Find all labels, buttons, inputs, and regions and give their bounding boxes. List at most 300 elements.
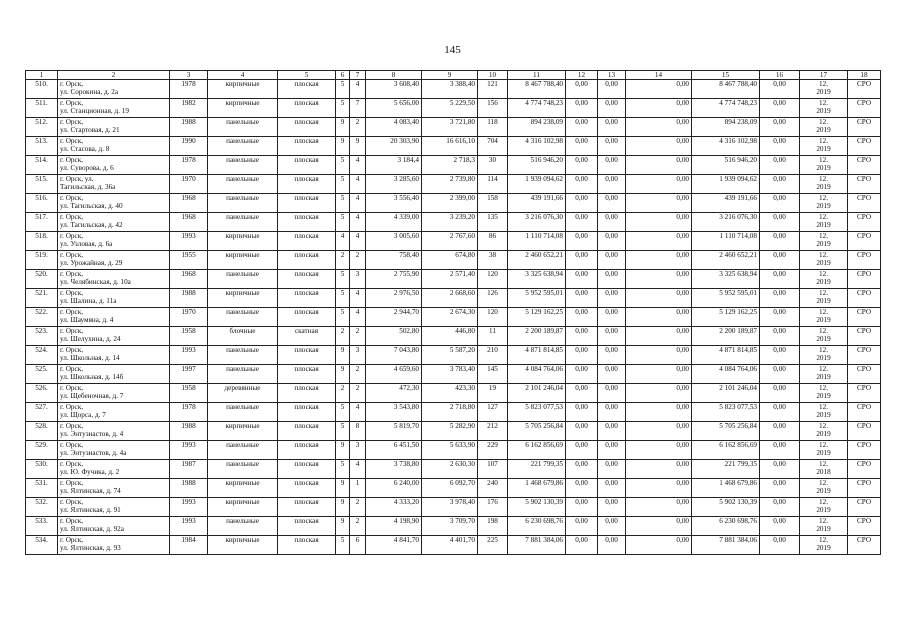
completion-period-cell <box>800 517 848 536</box>
roof-type-cell: плоская <box>278 213 336 232</box>
total-area-cell: 4 198,90 <box>366 517 422 536</box>
cost-col-12-cell: 0,00 <box>566 517 598 536</box>
residents-count-cell: 176 <box>478 498 508 517</box>
roof-type-cell: скатная <box>278 327 336 346</box>
roof-type-cell: плоская <box>278 80 336 99</box>
cost-col-12-cell: 0,00 <box>566 118 598 137</box>
row-number-cell: 528. <box>26 422 58 441</box>
cost-col-15-cell: 1 468 679,86 <box>692 479 760 498</box>
cost-col-15-cell: 1 939 094,62 <box>692 175 760 194</box>
total-area-cell: 20 303,90 <box>366 137 422 156</box>
funding-source-cell: СРО <box>848 346 881 365</box>
total-cost-cell: 5 129 162,25 <box>508 308 566 327</box>
period-month: 12. <box>819 156 828 164</box>
cost-col-13-cell: 0,00 <box>598 251 626 270</box>
cost-col-12-cell: 0,00 <box>566 346 598 365</box>
period-year: 2019 <box>816 202 831 210</box>
roof-type-cell: плоская <box>278 384 336 403</box>
address-city: г. Орск, <box>60 517 83 525</box>
period-month: 12. <box>819 403 828 411</box>
cost-col-14-cell: 0,00 <box>626 232 692 251</box>
floors-count-cell: 5 <box>336 156 350 175</box>
cost-col-14-cell: 0,00 <box>626 422 692 441</box>
residential-area-cell: 446,80 <box>422 327 478 346</box>
wall-material-cell: кирпичные <box>208 536 278 555</box>
funding-source-cell: СРО <box>848 327 881 346</box>
cost-col-16-cell: 0,00 <box>760 327 800 346</box>
residential-area-cell: 2 668,60 <box>422 289 478 308</box>
completion-period-cell <box>800 536 848 555</box>
cost-col-16-cell: 0,00 <box>760 403 800 422</box>
cost-col-13-cell: 0,00 <box>598 384 626 403</box>
address-city: г. Орск, <box>60 365 83 373</box>
residential-area-cell: 5 633,90 <box>422 441 478 460</box>
residents-count-cell: 127 <box>478 403 508 422</box>
entrances-count-cell: 2 <box>350 517 366 536</box>
build-year-cell: 1984 <box>170 536 208 555</box>
residential-area-cell: 6 092,70 <box>422 479 478 498</box>
address-city: г. Орск, <box>60 251 83 259</box>
cost-col-14-cell: 0,00 <box>626 498 692 517</box>
residential-area-cell: 2 718,80 <box>422 403 478 422</box>
address-city: г. Орск, <box>60 498 83 506</box>
completion-period-cell <box>800 441 848 460</box>
residential-area-cell: 2 399,00 <box>422 194 478 213</box>
cost-col-12-cell: 0,00 <box>566 384 598 403</box>
cost-col-12-cell: 0,00 <box>566 308 598 327</box>
row-number-cell: 513. <box>26 137 58 156</box>
cost-col-12-cell: 0,00 <box>566 137 598 156</box>
total-cost-cell: 4 774 748,23 <box>508 99 566 118</box>
address-city: г. Орск, <box>60 479 83 487</box>
cost-col-16-cell: 0,00 <box>760 270 800 289</box>
column-header: 8 <box>366 71 422 80</box>
roof-type-cell: плоская <box>278 289 336 308</box>
residential-area-cell: 3 388,40 <box>422 80 478 99</box>
cost-col-12-cell: 0,00 <box>566 213 598 232</box>
total-cost-cell: 221 799,35 <box>508 460 566 479</box>
wall-material-cell: панельные <box>208 460 278 479</box>
entrances-count-cell: 2 <box>350 118 366 137</box>
residents-count-cell: 86 <box>478 232 508 251</box>
completion-period-cell <box>800 118 848 137</box>
residents-count-cell: 121 <box>478 80 508 99</box>
wall-material-cell: кирпичные <box>208 80 278 99</box>
total-cost-cell: 4 871 814,85 <box>508 346 566 365</box>
period-month: 12. <box>819 327 828 335</box>
cost-col-16-cell: 0,00 <box>760 137 800 156</box>
floors-count-cell: 4 <box>336 232 350 251</box>
entrances-count-cell: 8 <box>350 422 366 441</box>
address-cell <box>58 403 170 422</box>
total-area-cell: 2 976,50 <box>366 289 422 308</box>
roof-type-cell: плоская <box>278 460 336 479</box>
wall-material-cell: панельные <box>208 346 278 365</box>
address-cell <box>58 175 170 194</box>
completion-period-cell <box>800 498 848 517</box>
wall-material-cell: кирпичные <box>208 289 278 308</box>
cost-col-13-cell: 0,00 <box>598 422 626 441</box>
total-area-cell: 4 333,20 <box>366 498 422 517</box>
completion-period-cell <box>800 403 848 422</box>
address-city: г. Орск, <box>60 536 83 544</box>
completion-period-cell <box>800 422 848 441</box>
total-area-cell: 4 339,00 <box>366 213 422 232</box>
cost-col-12-cell: 0,00 <box>566 80 598 99</box>
entrances-count-cell: 3 <box>350 346 366 365</box>
entrances-count-cell: 1 <box>350 479 366 498</box>
housing-registry-table <box>25 70 881 555</box>
address-street: ул. Ялтинская, д. 93 <box>60 544 121 552</box>
column-number-row <box>26 71 881 80</box>
address-city: г. Орск, <box>60 213 83 221</box>
cost-col-15-cell: 2 200 189,87 <box>692 327 760 346</box>
residents-count-cell: 210 <box>478 346 508 365</box>
cost-col-16-cell: 0,00 <box>760 536 800 555</box>
cost-col-16-cell: 0,00 <box>760 460 800 479</box>
residential-area-cell: 2 630,30 <box>422 460 478 479</box>
cost-col-13-cell: 0,00 <box>598 479 626 498</box>
address-street: ул. Школьная, д. 14 <box>60 354 120 362</box>
roof-type-cell: плоская <box>278 308 336 327</box>
build-year-cell: 1988 <box>170 289 208 308</box>
total-cost-cell: 2 200 189,87 <box>508 327 566 346</box>
period-year: 2018 <box>816 468 831 476</box>
funding-source-cell: СРО <box>848 403 881 422</box>
address-street: ул. Ялтинская, д. 92а <box>60 525 124 533</box>
floors-count-cell: 9 <box>336 346 350 365</box>
address-city: г. Орск, <box>60 232 83 240</box>
funding-source-cell: СРО <box>848 156 881 175</box>
period-year: 2019 <box>816 240 831 248</box>
table-row <box>26 270 881 289</box>
cost-col-16-cell: 0,00 <box>760 251 800 270</box>
build-year-cell: 1993 <box>170 441 208 460</box>
residents-count-cell: 114 <box>478 175 508 194</box>
entrances-count-cell: 4 <box>350 289 366 308</box>
address-cell <box>58 118 170 137</box>
residents-count-cell: 11 <box>478 327 508 346</box>
build-year-cell: 1982 <box>170 99 208 118</box>
period-month: 12. <box>819 365 828 373</box>
entrances-count-cell: 6 <box>350 536 366 555</box>
cost-col-15-cell: 3 216 076,30 <box>692 213 760 232</box>
residential-area-cell: 2 674,30 <box>422 308 478 327</box>
cost-col-16-cell: 0,00 <box>760 118 800 137</box>
address-cell <box>58 536 170 555</box>
total-cost-cell: 5 823 077,53 <box>508 403 566 422</box>
floors-count-cell: 5 <box>336 422 350 441</box>
total-area-cell: 3 608,40 <box>366 80 422 99</box>
cost-col-12-cell: 0,00 <box>566 441 598 460</box>
floors-count-cell: 9 <box>336 498 350 517</box>
cost-col-12-cell: 0,00 <box>566 422 598 441</box>
completion-period-cell <box>800 365 848 384</box>
roof-type-cell: плоская <box>278 365 336 384</box>
residents-count-cell: 120 <box>478 308 508 327</box>
row-number-cell: 517. <box>26 213 58 232</box>
column-header: 5 <box>278 71 336 80</box>
period-year: 2019 <box>816 183 831 191</box>
table-row <box>26 517 881 536</box>
row-number-cell: 525. <box>26 365 58 384</box>
cost-col-13-cell: 0,00 <box>598 232 626 251</box>
cost-col-13-cell: 0,00 <box>598 270 626 289</box>
cost-col-13-cell: 0,00 <box>598 289 626 308</box>
total-area-cell: 4 083,40 <box>366 118 422 137</box>
wall-material-cell: кирпичные <box>208 232 278 251</box>
period-month: 12. <box>819 137 828 145</box>
total-cost-cell: 1 110 714,08 <box>508 232 566 251</box>
roof-type-cell: плоская <box>278 403 336 422</box>
roof-type-cell: плоская <box>278 175 336 194</box>
row-number-cell: 511. <box>26 99 58 118</box>
column-header: 14 <box>626 71 692 80</box>
address-cell <box>58 137 170 156</box>
address-city: г. Орск, <box>60 327 83 335</box>
roof-type-cell: плоская <box>278 137 336 156</box>
cost-col-12-cell: 0,00 <box>566 232 598 251</box>
address-cell <box>58 80 170 99</box>
residential-area-cell: 674,80 <box>422 251 478 270</box>
floors-count-cell: 2 <box>336 384 350 403</box>
table-row <box>26 536 881 555</box>
address-cell <box>58 156 170 175</box>
cost-col-14-cell: 0,00 <box>626 156 692 175</box>
address-street: ул. Тагильская, д. 40 <box>60 202 123 210</box>
cost-col-15-cell: 4 774 748,23 <box>692 99 760 118</box>
table-row <box>26 403 881 422</box>
address-city: г. Орск, <box>60 118 83 126</box>
address-city: г. Орск, <box>60 80 83 88</box>
entrances-count-cell: 9 <box>350 137 366 156</box>
roof-type-cell: плоская <box>278 441 336 460</box>
funding-source-cell: СРО <box>848 498 881 517</box>
period-year: 2019 <box>816 506 831 514</box>
entrances-count-cell: 4 <box>350 460 366 479</box>
table-body <box>26 80 881 555</box>
total-area-cell: 502,80 <box>366 327 422 346</box>
period-year: 2019 <box>816 221 831 229</box>
wall-material-cell: панельные <box>208 118 278 137</box>
cost-col-13-cell: 0,00 <box>598 99 626 118</box>
cost-col-15-cell: 7 881 384,06 <box>692 536 760 555</box>
build-year-cell: 1958 <box>170 384 208 403</box>
address-city: г. Орск, <box>60 422 83 430</box>
residential-area-cell: 3 709,70 <box>422 517 478 536</box>
cost-col-14-cell: 0,00 <box>626 460 692 479</box>
build-year-cell: 1970 <box>170 175 208 194</box>
period-year: 2019 <box>816 354 831 362</box>
row-number-cell: 533. <box>26 517 58 536</box>
address-street: ул. Щебеночная, д. 7 <box>60 392 124 400</box>
total-area-cell: 5 656,00 <box>366 99 422 118</box>
cost-col-15-cell: 8 467 788,40 <box>692 80 760 99</box>
total-cost-cell: 7 881 384,06 <box>508 536 566 555</box>
table-row <box>26 441 881 460</box>
address-street: ул. Щорса, д. 7 <box>60 411 106 419</box>
total-cost-cell: 5 952 595,01 <box>508 289 566 308</box>
entrances-count-cell: 4 <box>350 213 366 232</box>
cost-col-12-cell: 0,00 <box>566 460 598 479</box>
floors-count-cell: 5 <box>336 536 350 555</box>
cost-col-14-cell: 0,00 <box>626 536 692 555</box>
floors-count-cell: 5 <box>336 80 350 99</box>
cost-col-14-cell: 0,00 <box>626 175 692 194</box>
period-month: 12. <box>819 289 828 297</box>
period-year: 2019 <box>816 411 831 419</box>
wall-material-cell: кирпичные <box>208 498 278 517</box>
address-street: ул. Энтузиастов, д. 4а <box>60 449 127 457</box>
cost-col-13-cell: 0,00 <box>598 346 626 365</box>
row-number-cell: 512. <box>26 118 58 137</box>
row-number-cell: 534. <box>26 536 58 555</box>
residential-area-cell: 3 978,40 <box>422 498 478 517</box>
cost-col-15-cell: 5 902 130,39 <box>692 498 760 517</box>
cost-col-12-cell: 0,00 <box>566 175 598 194</box>
address-cell <box>58 327 170 346</box>
wall-material-cell: панельные <box>208 308 278 327</box>
roof-type-cell: плоская <box>278 118 336 137</box>
cost-col-12-cell: 0,00 <box>566 479 598 498</box>
entrances-count-cell: 7 <box>350 99 366 118</box>
period-year: 2019 <box>816 88 831 96</box>
column-header: 18 <box>848 71 881 80</box>
build-year-cell: 1993 <box>170 232 208 251</box>
address-street: ул. Ялтинская, д. 91 <box>60 506 121 514</box>
table-row <box>26 498 881 517</box>
cost-col-15-cell: 5 705 256,84 <box>692 422 760 441</box>
build-year-cell: 1958 <box>170 327 208 346</box>
total-area-cell: 2 944,70 <box>366 308 422 327</box>
address-cell <box>58 441 170 460</box>
floors-count-cell: 5 <box>336 194 350 213</box>
period-year: 2019 <box>816 259 831 267</box>
table-row <box>26 346 881 365</box>
address-street: ул. Стартовая, д. 21 <box>60 126 120 134</box>
cost-col-15-cell: 5 823 077,53 <box>692 403 760 422</box>
cost-col-13-cell: 0,00 <box>598 441 626 460</box>
cost-col-15-cell: 1 110 714,08 <box>692 232 760 251</box>
completion-period-cell <box>800 384 848 403</box>
total-area-cell: 6 451,50 <box>366 441 422 460</box>
residents-count-cell: 158 <box>478 194 508 213</box>
funding-source-cell: СРО <box>848 194 881 213</box>
cost-col-12-cell: 0,00 <box>566 99 598 118</box>
period-month: 12. <box>819 479 828 487</box>
cost-col-15-cell: 6 162 856,69 <box>692 441 760 460</box>
cost-col-16-cell: 0,00 <box>760 175 800 194</box>
cost-col-14-cell: 0,00 <box>626 384 692 403</box>
floors-count-cell: 5 <box>336 460 350 479</box>
total-cost-cell: 3 325 638,94 <box>508 270 566 289</box>
table-row <box>26 213 881 232</box>
cost-col-15-cell: 5 952 595,01 <box>692 289 760 308</box>
residents-count-cell: 38 <box>478 251 508 270</box>
table-row <box>26 99 881 118</box>
wall-material-cell: деревянные <box>208 384 278 403</box>
entrances-count-cell: 2 <box>350 251 366 270</box>
address-street: ул. Шаумяна, д. 4 <box>60 316 114 324</box>
column-header: 15 <box>692 71 760 80</box>
address-street: ул. Шелухина, д. 24 <box>60 335 121 343</box>
table-row <box>26 251 881 270</box>
residents-count-cell: 225 <box>478 536 508 555</box>
period-month: 12. <box>819 232 828 240</box>
build-year-cell: 1997 <box>170 365 208 384</box>
entrances-count-cell: 4 <box>350 403 366 422</box>
period-month: 12. <box>819 536 828 544</box>
roof-type-cell: плоская <box>278 536 336 555</box>
cost-col-14-cell: 0,00 <box>626 99 692 118</box>
roof-type-cell: плоская <box>278 422 336 441</box>
total-area-cell: 4 659,60 <box>366 365 422 384</box>
table-row <box>26 175 881 194</box>
cost-col-16-cell: 0,00 <box>760 498 800 517</box>
total-cost-cell: 2 101 246,04 <box>508 384 566 403</box>
table-row <box>26 137 881 156</box>
address-street: ул. Узловая, д. 6а <box>60 240 113 248</box>
period-month: 12. <box>819 441 828 449</box>
row-number-cell: 530. <box>26 460 58 479</box>
address-street: ул. Ялтинская, д. 74 <box>60 487 121 495</box>
total-area-cell: 3 285,60 <box>366 175 422 194</box>
address-street: ул. Урожайная, д. 29 <box>60 259 123 267</box>
row-number-cell: 518. <box>26 232 58 251</box>
table-row <box>26 384 881 403</box>
entrances-count-cell: 4 <box>350 80 366 99</box>
residential-area-cell: 3 239,20 <box>422 213 478 232</box>
residential-area-cell: 5 282,90 <box>422 422 478 441</box>
funding-source-cell: СРО <box>848 213 881 232</box>
cost-col-13-cell: 0,00 <box>598 327 626 346</box>
address-cell <box>58 213 170 232</box>
residential-area-cell: 2 718,3 <box>422 156 478 175</box>
completion-period-cell <box>800 194 848 213</box>
address-city: г. Орск, ул. <box>60 175 94 183</box>
total-area-cell: 6 240,00 <box>366 479 422 498</box>
total-area-cell: 3 738,80 <box>366 460 422 479</box>
funding-source-cell: СРО <box>848 460 881 479</box>
page-number: 145 <box>444 44 461 56</box>
floors-count-cell: 9 <box>336 137 350 156</box>
total-cost-cell: 516 946,20 <box>508 156 566 175</box>
address-city: г. Орск, <box>60 346 83 354</box>
table-row <box>26 80 881 99</box>
period-month: 12. <box>819 175 828 183</box>
cost-col-13-cell: 0,00 <box>598 194 626 213</box>
period-year: 2019 <box>816 335 831 343</box>
period-year: 2019 <box>816 430 831 438</box>
cost-col-14-cell: 0,00 <box>626 289 692 308</box>
address-city: г. Орск, <box>60 137 83 145</box>
build-year-cell: 1993 <box>170 517 208 536</box>
total-cost-cell: 4 084 764,06 <box>508 365 566 384</box>
entrances-count-cell: 3 <box>350 441 366 460</box>
funding-source-cell: СРО <box>848 441 881 460</box>
row-number-cell: 519. <box>26 251 58 270</box>
roof-type-cell: плоская <box>278 517 336 536</box>
residents-count-cell: 240 <box>478 479 508 498</box>
address-cell <box>58 99 170 118</box>
residents-count-cell: 126 <box>478 289 508 308</box>
build-year-cell: 1978 <box>170 403 208 422</box>
row-number-cell: 532. <box>26 498 58 517</box>
residential-area-cell: 5 229,50 <box>422 99 478 118</box>
floors-count-cell: 9 <box>336 118 350 137</box>
address-street: ул. Энтузиастов, д. 4 <box>60 430 124 438</box>
residential-area-cell: 5 587,20 <box>422 346 478 365</box>
